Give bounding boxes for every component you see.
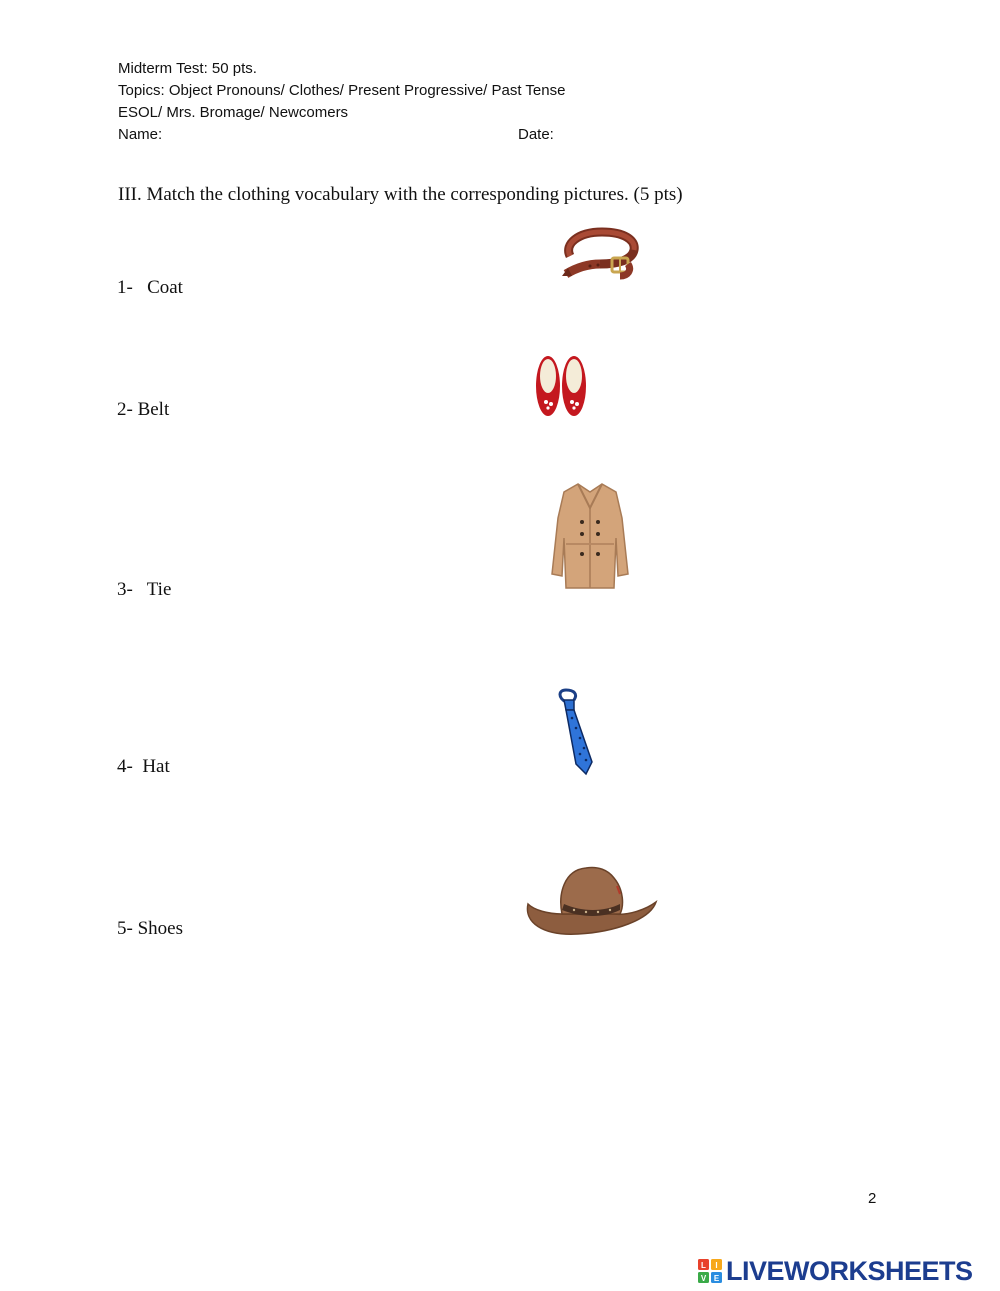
tile-letter-e: E: [713, 1274, 720, 1283]
coat-icon[interactable]: [548, 478, 632, 592]
tile-letter-i: I: [715, 1261, 718, 1270]
brand-text: LIVEWORKSHEETS: [726, 1255, 973, 1286]
tile-letter-v: V: [700, 1274, 707, 1283]
date-label: Date:: [518, 126, 554, 143]
tie-icon[interactable]: [552, 688, 598, 778]
vocab-item-coat[interactable]: 1- Coat: [117, 277, 183, 298]
vocab-item-shoes[interactable]: 5- Shoes: [117, 918, 183, 939]
test-topics: Topics: Object Pronouns/ Clothes/ Present Progressive/ Past Tense: [118, 82, 566, 99]
liveworksheets-logo: [698, 1256, 973, 1286]
vocab-item-hat[interactable]: 4- Hat: [117, 756, 170, 777]
tile-letter-l: L: [701, 1261, 706, 1270]
page-number: 2: [868, 1190, 877, 1207]
name-label: Name:: [118, 126, 163, 143]
test-title: Midterm Test: 50 pts.: [118, 60, 257, 77]
class-teacher: ESOL/ Mrs. Bromage/ Newcomers: [118, 104, 349, 121]
belt-icon[interactable]: [558, 226, 642, 284]
section-instruction: III. Match the clothing vocabulary with the corresponding pictures. (5 pts): [118, 184, 683, 205]
vocab-item-belt[interactable]: 2- Belt: [117, 399, 170, 420]
shoes-icon[interactable]: [533, 350, 589, 418]
vocab-item-tie[interactable]: 3- Tie: [117, 579, 172, 600]
hat-icon[interactable]: [524, 864, 658, 940]
live-tiles-icon: [698, 1259, 722, 1283]
